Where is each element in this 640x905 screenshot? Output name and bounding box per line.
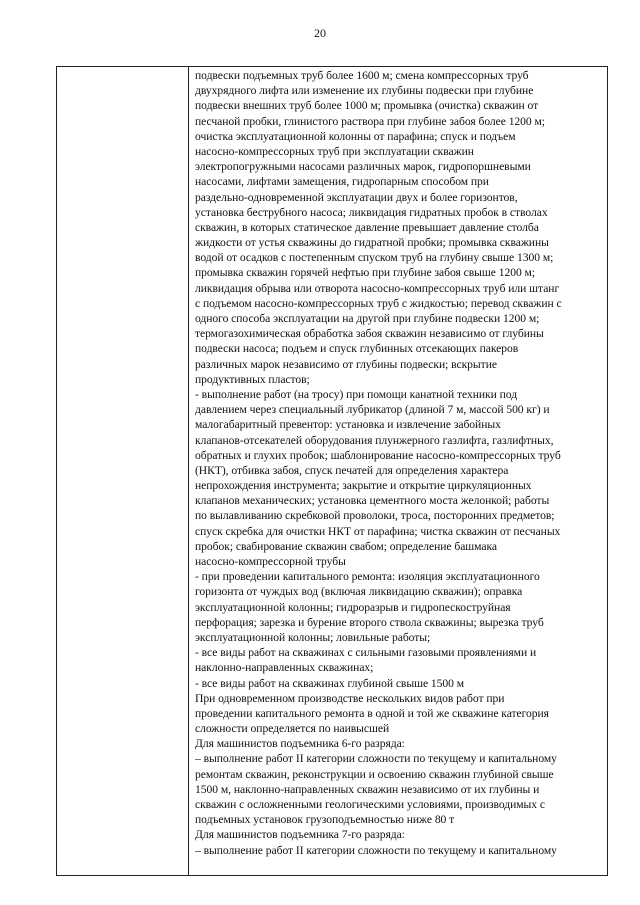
text-line: раздельно-одновременной эксплуатации двух и более горизонтов, <box>195 190 518 204</box>
text-line: песчаной пробки, глинистого раствора при глубине забоя более 1200 м; <box>195 114 545 128</box>
text-line: - все виды работ на скважинах глубиной свыше 1500 м <box>195 676 465 690</box>
text-line: – выполнение работ II категории сложности по текущему и капитальному <box>195 843 557 857</box>
text-line: одного способа эксплуатации на другой при глубине подвески 1200 м; <box>195 312 540 325</box>
text-line: - выполнение работ (на тросу) при помощи канатной техники под <box>195 387 518 401</box>
page-number: 20 <box>314 26 326 40</box>
text-line: скважин, в которых статическое давление превышает давление столба <box>195 220 539 234</box>
text-line: - при проведении капитального ремонта: изоляция эксплуатационного <box>195 570 540 584</box>
text-line: промывка скважин горячей нефтью при глубине забоя свыше 1200 м; <box>195 266 535 280</box>
text-line: (НКТ), отбивка забоя, спуск печатей для определения характера <box>195 463 509 477</box>
text-line: ремонтам скважин, реконструкции и освоению скважин глубиной свыше <box>195 767 554 781</box>
text-line: насосно-компрессорной трубы <box>195 555 346 568</box>
text-line: наклонно-направленных скважинах; <box>195 661 374 675</box>
text-line: сложности определяется по наивысшей <box>195 722 390 736</box>
text-line: проведении капитального ремонта в одной и той же скважине категория <box>195 706 549 720</box>
left-column-cell <box>56 66 188 876</box>
description-cell <box>195 68 603 874</box>
text-line: подвески подъемных труб более 1600 м; смена компрессорных труб <box>195 69 529 82</box>
text-line: подъемных установок грузоподъемностью ниже 80 т <box>195 813 455 827</box>
column-divider <box>188 66 189 876</box>
text-line: электропогружными насосами различных марок, гидропоршневыми <box>195 160 531 174</box>
text-line: перфорация; зарезка и бурение второго ствола скважины; вырезка труб <box>195 615 544 629</box>
text-line: спуск скребка для очистки НКТ от парафина; чистка скважин от песчаных <box>195 524 561 538</box>
text-line: обратных и глухих пробок; шаблонирование насосно-компрессорных труб <box>195 448 561 462</box>
text-line: двухрядного лифта или изменение их глубины подвески при глубине <box>195 84 534 98</box>
text-line: жидкости от устья скважины до гидратной пробки; промывка скважины <box>195 236 549 250</box>
text-line: клапанов механических; установка цементного моста желонкой; работы <box>195 494 550 508</box>
text-line: пробок; свабирование скважин свабом; определение башмака <box>195 539 497 553</box>
text-line: подвески внешних труб более 1000 м; промывка (очистка) скважин от <box>195 99 539 113</box>
text-line: ликвидация обрыва или отворота насосно-компрессорных труб или штанг <box>195 281 560 295</box>
text-line: по вылавливанию скребковой проволоки, троса, посторонних предметов; <box>195 509 555 523</box>
text-line: клапанов-отсекателей оборудования плунжерного газлифта, газлифтных, <box>195 433 554 447</box>
text-line: – выполнение работ II категории сложности по текущему и капитальному <box>195 752 557 766</box>
text-line: При одновременном производстве нескольких видов работ при <box>195 691 505 705</box>
text-line: - все виды работ на скважинах с сильными газовыми проявлениями и <box>195 646 537 660</box>
text-line: Для машинистов подъемника 6-го разряда: <box>195 737 405 751</box>
text-line: очистка эксплуатационной колонны от парафина; спуск и подъем <box>195 129 516 143</box>
text-line: подвески насоса; подъем и спуск глубинных отсекающих пакеров <box>195 342 519 356</box>
text-line: насосами, лифтами замещения, гидропарным способом при <box>195 175 489 189</box>
text-line: Для машинистов подъемника 7-го разряда: <box>195 828 405 842</box>
text-line: 1500 м, наклонно-направленных скважин независимо от их глубины и <box>195 782 540 796</box>
text-line: скважин с осложненными геологическими условиями, производимых с <box>195 798 545 811</box>
text-line: с подъемом насосно-компрессорных труб с жидкостью; перевод скважин с <box>195 296 562 310</box>
text-line: эксплуатационной колонны; ловильные работы; <box>195 630 431 644</box>
text-line: водой от осадков с постепенным спуском труб на глубину свыше 1300 м; <box>195 251 554 265</box>
text-line: давлением через специальный лубрикатор (длиной 7 м, массой 500 кг) и <box>195 403 550 417</box>
text-line: установка беструбного насоса; ликвидация гидратных пробок в стволах <box>195 205 548 219</box>
text-line: горизонта от чуждых вод (включая ликвидацию скважин); оправка <box>195 585 523 599</box>
text-line: продуктивных пластов; <box>195 372 310 386</box>
text-line: малогабаритный превентор: установка и извлечение забойных <box>195 418 501 432</box>
text-line: насосно-компрессорных труб при эксплуатации скважин <box>195 144 474 158</box>
text-line: различных марок независимо от глубины подвески; вскрытие <box>195 357 497 371</box>
text-line: эксплуатационной колонны; гидроразрыв и гидропескоструйная <box>195 600 511 614</box>
text-line: непрохождения инструмента; закрытие и открытие циркуляционных <box>195 479 532 493</box>
text-line: термогазохимическая обработка забоя скважин независимо от глубины <box>195 327 544 341</box>
